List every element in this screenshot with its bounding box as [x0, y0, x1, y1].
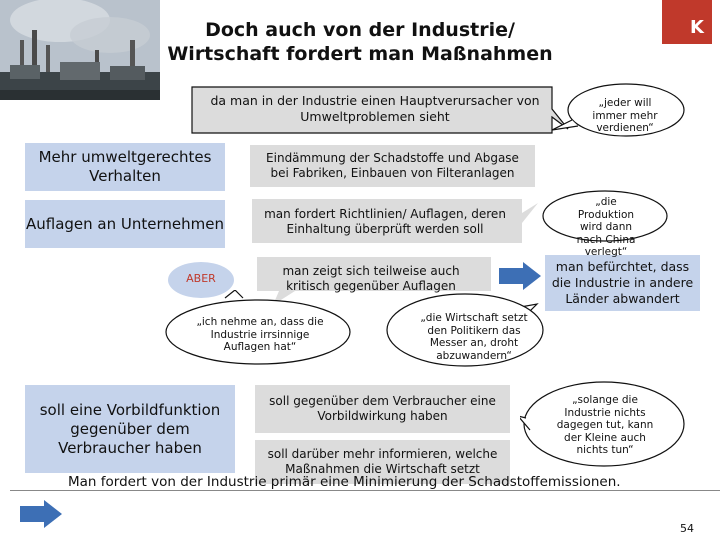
box-vorbildfunktion: soll eine Vorbildfunktion gegenüber dem Verbraucher haben — [25, 385, 235, 473]
quote-solange: „solange die Industrie nichts dagegen tut, kann der Kleine auch nichts tun“ — [556, 394, 654, 456]
aber-label: ABER — [186, 272, 216, 285]
industry-photo — [0, 0, 160, 100]
box-informieren: soll darüber mehr informieren, welche Maßnahmen die Wirtschaft setzt — [255, 440, 510, 484]
box-auflagen-unternehmen: Auflagen an Unternehmen — [25, 200, 225, 248]
intro-text: da man in der Industrie einen Hauptverursacher von Umweltproblemen sieht — [210, 93, 540, 124]
page-number: 54 — [680, 522, 694, 535]
footer-text: Man fordert von der Industrie primär eine Minimierung der Schadstoffemissionen. — [68, 474, 621, 490]
box-kritisch: man zeigt sich teilweise auch kritisch gegenüber Auflagen — [282, 264, 460, 293]
right-arrow-icon — [18, 498, 64, 530]
box-richtlinien: man fordert Richtlinien/ Auflagen, deren Einhaltung überprüft werden soll — [264, 207, 506, 236]
box-mehr-umweltgerechtes: Mehr umweltgerechtes Verhalten — [25, 143, 225, 191]
quote-ich-nehme: „ich nehme an, dass die Industrie irrsinnige Auflagen hat“ — [196, 316, 324, 353]
box-vorbildwirkung: soll gegenüber dem Verbraucher eine Vorbildwirkung haben — [255, 385, 510, 433]
page-title: Doch auch von der Industrie/ Wirtschaft fordert man Maßnahmen — [167, 19, 553, 65]
quote-produktion: „die Produktion wird dann nach China verlegt“ — [576, 196, 636, 258]
quote-wirtschaft-setzt: „die Wirtschaft setzt den Politikern das Messer an, droht abzuwandern“ — [420, 312, 528, 362]
right-arrow-icon — [497, 260, 543, 292]
logo: K — [662, 0, 712, 44]
box-befuerchtet: man befürchtet, dass die Industrie in andere Länder abwandert — [545, 255, 700, 311]
box-eindaemmung: Eindämmung der Schadstoffe und Abgase bei Fabriken, Einbauen von Filteranlagen — [250, 145, 535, 187]
industrial-skyline-photo — [0, 0, 160, 100]
quote-jeder-will: „jeder will immer mehr verdienen“ — [592, 97, 658, 134]
